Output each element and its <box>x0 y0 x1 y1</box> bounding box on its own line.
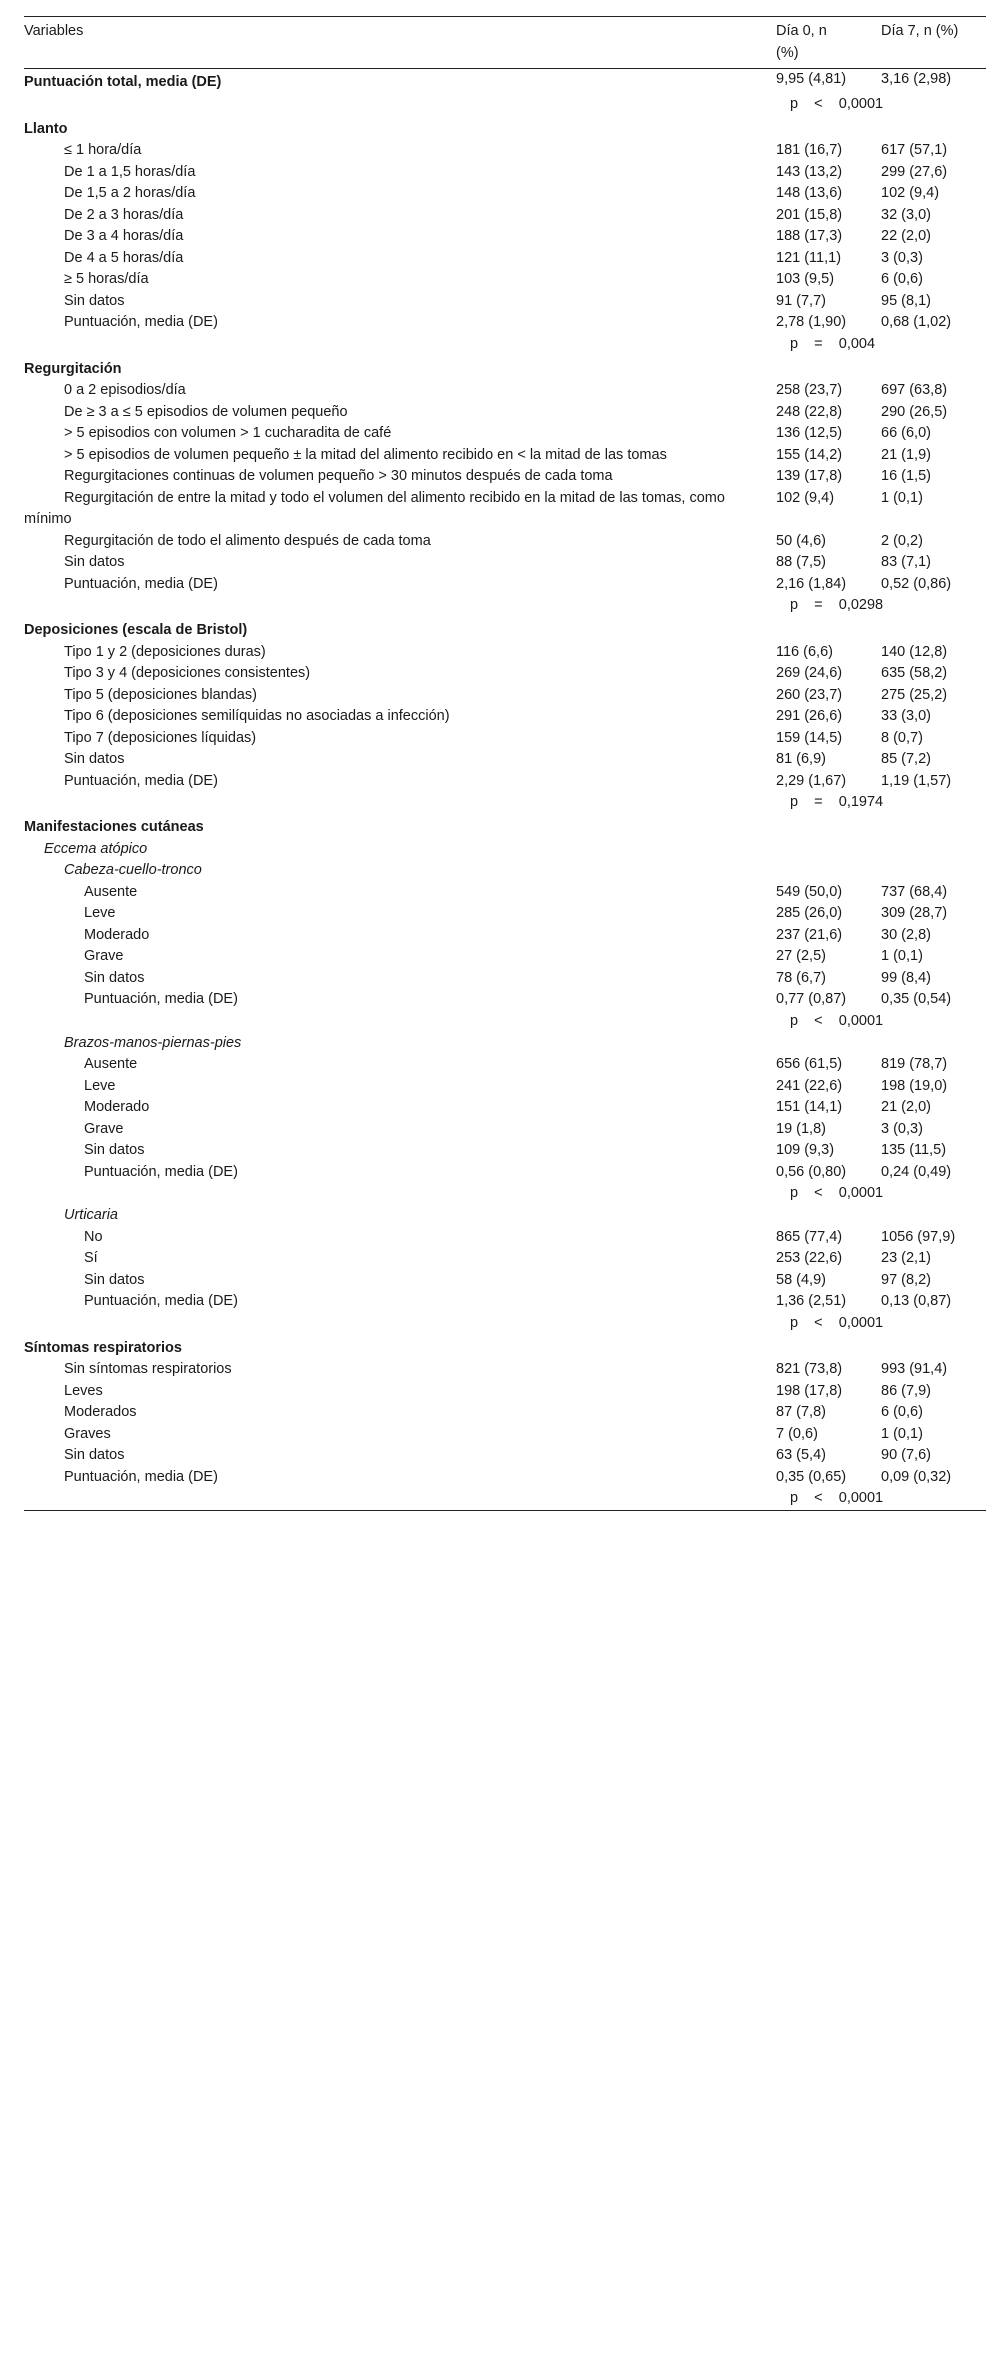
day7-value: 0,09 (0,32) <box>881 1468 952 1485</box>
table-row <box>24 663 986 685</box>
day7-value <box>881 860 986 882</box>
day0-value: 58 (4,9) <box>776 1271 826 1288</box>
table-row <box>24 1076 986 1098</box>
header-variables: Variables <box>24 17 776 69</box>
subsection-label: Eccema atópico <box>44 840 148 857</box>
row-label: Moderados <box>64 1404 137 1420</box>
p-value: p = 0,0298 <box>790 597 884 613</box>
day7-value: 819 (78,7) <box>881 1056 948 1072</box>
day7-value: 30 (2,8) <box>881 926 931 943</box>
day0-value: 63 (5,4) <box>776 1447 826 1463</box>
day7-value: 135 (11,5) <box>881 1142 947 1158</box>
day0-value: 7 (0,6) <box>776 1425 818 1442</box>
row-label: Puntuación, media (DE) <box>84 1293 238 1309</box>
row-label: De 4 a 5 horas/día <box>64 249 184 266</box>
p-value-spacer <box>24 1313 776 1335</box>
table-row <box>24 205 986 227</box>
day7-value: 21 (2,0) <box>881 1099 931 1115</box>
day0-value: 0,56 (0,80) <box>776 1163 847 1180</box>
day7-value: 198 (19,0) <box>881 1077 948 1094</box>
day7-value: 32 (3,0) <box>881 206 931 223</box>
p-value-spacer <box>24 792 776 814</box>
day0-value: 139 (17,8) <box>776 468 843 484</box>
day0-value: 143 (13,2) <box>776 163 843 180</box>
table-row <box>24 1381 986 1403</box>
row-label: Regurgitación de todo el alimento después de cada toma <box>64 532 431 549</box>
row-label: Grave <box>84 948 124 964</box>
day0-value <box>776 617 881 642</box>
day0-value: 103 (9,5) <box>776 271 835 287</box>
day7-value <box>881 839 986 861</box>
table-row <box>24 685 986 707</box>
day7-value: 3 (0,3) <box>881 249 923 266</box>
row-label: Puntuación, media (DE) <box>64 314 218 330</box>
section-row <box>24 356 986 381</box>
row-label: Moderado <box>84 926 150 943</box>
row-label: Ausente <box>84 883 138 900</box>
table-row <box>24 423 986 445</box>
day0-value: 285 (26,0) <box>776 905 843 921</box>
day7-value: 86 (7,9) <box>881 1382 931 1399</box>
section-label: Deposiciones (escala de Bristol) <box>24 622 248 638</box>
day0-value: 181 (16,7) <box>776 142 843 158</box>
row-label: Graves <box>64 1425 111 1442</box>
row-label: Tipo 5 (deposiciones blandas) <box>64 686 257 703</box>
day7-value: 0,13 (0,87) <box>881 1293 952 1309</box>
day7-value: 1,19 (1,57) <box>881 772 952 789</box>
day7-value <box>881 1033 986 1055</box>
table-row <box>24 269 986 291</box>
table-row <box>24 466 986 488</box>
p-value: p = 0,004 <box>790 335 876 352</box>
row-label: > 5 episodios de volumen pequeño ± la mitad del alimento recibido en < la mitad de las tomas <box>64 446 667 463</box>
day7-value: 102 (9,4) <box>881 185 940 201</box>
row-label: Puntuación, media (DE) <box>64 575 218 592</box>
section-row <box>24 617 986 642</box>
table-row <box>24 728 986 750</box>
day7-value <box>881 617 986 642</box>
table-row <box>24 1359 986 1381</box>
row-label: Leve <box>84 905 116 921</box>
day0-value <box>776 814 881 839</box>
day0-value: 121 (11,1) <box>776 249 842 266</box>
day7-value: 290 (26,5) <box>881 403 948 420</box>
day7-value: 140 (12,8) <box>881 643 948 660</box>
table-row <box>24 1248 986 1270</box>
day7-value: 16 (1,5) <box>881 468 931 484</box>
row-label: Tipo 6 (deposiciones semilíquidas no asociadas a infección) <box>64 708 450 724</box>
p-value-row <box>24 334 986 356</box>
table-row <box>24 642 986 664</box>
table-row <box>24 291 986 313</box>
subsection-row <box>24 860 986 882</box>
day7-value: 90 (7,6) <box>881 1447 931 1463</box>
day7-value: 1 (0,1) <box>881 948 923 964</box>
table-row <box>24 1054 986 1076</box>
row-label: ≤ 1 hora/día <box>64 142 142 158</box>
day7-value: 95 (8,1) <box>881 292 931 309</box>
day7-value: 85 (7,2) <box>881 751 931 767</box>
row-label: Leve <box>84 1077 116 1094</box>
day7-value: 275 (25,2) <box>881 686 948 703</box>
row-label: Moderado <box>84 1099 150 1115</box>
table-row <box>24 183 986 205</box>
day0-value: 291 (26,6) <box>776 708 843 724</box>
day7-value: 737 (68,4) <box>881 883 948 900</box>
row-label: Sin datos <box>84 969 145 986</box>
day7-value: 66 (6,0) <box>881 425 931 441</box>
row-label: De 1,5 a 2 horas/día <box>64 185 196 201</box>
day0-value: 116 (6,6) <box>776 643 833 660</box>
day0-value: 109 (9,3) <box>776 1142 835 1158</box>
table-row <box>24 140 986 162</box>
table-row <box>24 706 986 728</box>
day7-value: 22 (2,0) <box>881 228 931 244</box>
day0-value: 50 (4,6) <box>776 532 826 549</box>
table-header-row <box>24 17 986 69</box>
table-row <box>24 903 986 925</box>
row-label: Sin datos <box>84 1271 145 1288</box>
row-label: Sin datos <box>64 292 125 309</box>
table-row <box>24 925 986 947</box>
section-label: Puntuación total, media (DE) <box>24 74 222 90</box>
table-row <box>24 488 986 531</box>
table-row <box>24 1227 986 1249</box>
table-row <box>24 1162 986 1184</box>
p-value: p = 0,1974 <box>790 794 884 810</box>
day7-value <box>881 356 986 381</box>
day0-value: 2,16 (1,84) <box>776 575 847 592</box>
table-row <box>24 771 986 793</box>
p-value-row <box>24 792 986 814</box>
row-label: Puntuación, media (DE) <box>64 772 218 789</box>
day7-value: 697 (63,8) <box>881 382 948 398</box>
day0-value <box>776 839 881 861</box>
row-label: > 5 episodios con volumen > 1 cucharadita de café <box>64 425 392 441</box>
table-row <box>24 162 986 184</box>
table-body <box>24 69 986 1511</box>
day7-value: 1 (0,1) <box>881 489 923 506</box>
day0-value: 81 (6,9) <box>776 751 826 767</box>
subsection-label: Cabeza-cuello-tronco <box>64 862 202 878</box>
day0-value <box>776 1033 881 1055</box>
section-label: Manifestaciones cutáneas <box>24 819 204 835</box>
row-label: Sí <box>84 1250 98 1266</box>
day0-value <box>776 860 881 882</box>
day7-value: 0,35 (0,54) <box>881 991 952 1007</box>
p-value-row <box>24 1011 986 1033</box>
row-label: Regurgitaciones continuas de volumen pequeño > 30 minutos después de cada toma <box>64 468 613 484</box>
data-table <box>24 16 986 1511</box>
day7-value <box>881 814 986 839</box>
day7-value: 1056 (97,9) <box>881 1228 956 1245</box>
day0-value: 260 (23,7) <box>776 686 843 703</box>
day7-value: 2 (0,2) <box>881 532 923 549</box>
p-value-spacer <box>24 1011 776 1033</box>
p-value-row <box>24 1313 986 1335</box>
table-row <box>24 1467 986 1489</box>
p-value-spacer <box>24 94 776 116</box>
table-row <box>24 226 986 248</box>
day7-value: 23 (2,1) <box>881 1250 931 1266</box>
subsection-label: Urticaria <box>64 1207 118 1223</box>
data-table-container <box>24 0 986 1511</box>
day7-value <box>881 1205 986 1227</box>
day0-value: 151 (14,1) <box>776 1099 843 1115</box>
table-row <box>24 1424 986 1446</box>
row-label: De ≥ 3 a ≤ 5 episodios de volumen pequeño <box>64 403 348 420</box>
day0-value: 159 (14,5) <box>776 729 843 746</box>
day0-value: 258 (23,7) <box>776 382 843 398</box>
day7-value: 3,16 (2,98) <box>881 71 952 87</box>
day0-value: 136 (12,5) <box>776 425 843 441</box>
day0-value <box>776 1205 881 1227</box>
table-row <box>24 1140 986 1162</box>
table-row <box>24 1402 986 1424</box>
table-row <box>24 968 986 990</box>
p-value-spacer <box>24 1183 776 1205</box>
day0-value: 269 (24,6) <box>776 665 843 681</box>
day7-value: 21 (1,9) <box>881 446 931 463</box>
table-row <box>24 1270 986 1292</box>
day0-value: 155 (14,2) <box>776 446 843 463</box>
header-day0: Día 0, n (%) <box>776 17 881 69</box>
row-label: De 3 a 4 horas/día <box>64 228 184 244</box>
table-row <box>24 1119 986 1141</box>
day0-value: 148 (13,6) <box>776 185 843 201</box>
day0-value: 9,95 (4,81) <box>776 71 847 87</box>
table-row <box>24 402 986 424</box>
day7-value: 6 (0,6) <box>881 1404 923 1420</box>
day0-value: 549 (50,0) <box>776 883 843 900</box>
day0-value: 198 (17,8) <box>776 1382 843 1399</box>
day7-value: 3 (0,3) <box>881 1120 923 1137</box>
day7-value <box>881 116 986 141</box>
day0-value: 91 (7,7) <box>776 292 826 309</box>
p-value: p < 0,0001 <box>790 1012 884 1029</box>
table-row <box>24 552 986 574</box>
day7-value: 309 (28,7) <box>881 905 948 921</box>
table-row <box>24 312 986 334</box>
row-label: 0 a 2 episodios/día <box>64 382 186 398</box>
table-row <box>24 380 986 402</box>
day0-value: 248 (22,8) <box>776 403 843 420</box>
p-value-spacer <box>24 334 776 356</box>
day0-value: 78 (6,7) <box>776 969 826 986</box>
subsection-row <box>24 1033 986 1055</box>
section-label: Llanto <box>24 120 68 137</box>
day7-value: 1 (0,1) <box>881 1425 923 1442</box>
day0-value: 1,36 (2,51) <box>776 1293 847 1309</box>
subsection-label: Brazos-manos-piernas-pies <box>64 1034 242 1051</box>
day0-value: 19 (1,8) <box>776 1120 826 1137</box>
day0-value: 0,77 (0,87) <box>776 991 847 1007</box>
table-row <box>24 946 986 968</box>
day0-value: 27 (2,5) <box>776 948 826 964</box>
row-label: Regurgitación de entre la mitad y todo el volumen del alimento recibido en la mitad de las tomas, como mínimo <box>24 489 725 527</box>
day7-value: 993 (91,4) <box>881 1361 948 1377</box>
subsection-row <box>24 839 986 861</box>
day0-value: 2,29 (1,67) <box>776 772 847 789</box>
day7-value: 617 (57,1) <box>881 142 948 158</box>
day7-value: 6 (0,6) <box>881 271 923 287</box>
day7-value <box>881 1335 986 1360</box>
day7-value: 0,52 (0,86) <box>881 575 952 592</box>
day0-value: 102 (9,4) <box>776 489 835 506</box>
section-label: Síntomas respiratorios <box>24 1339 182 1356</box>
table-row <box>24 1445 986 1467</box>
row-label: Sin datos <box>84 1142 145 1158</box>
day0-value: 656 (61,5) <box>776 1056 843 1072</box>
day0-value: 88 (7,5) <box>776 554 826 570</box>
row-label: Puntuación, media (DE) <box>84 1163 238 1180</box>
p-value-row <box>24 1488 986 1511</box>
day7-value: 635 (58,2) <box>881 665 948 681</box>
table-row <box>24 749 986 771</box>
p-value: p < 0,0001 <box>776 1488 986 1511</box>
row-label: Puntuación, media (DE) <box>64 1468 218 1485</box>
table-row <box>24 1291 986 1313</box>
row-label: De 2 a 3 horas/día <box>64 206 184 223</box>
day0-value: 821 (73,8) <box>776 1361 843 1377</box>
table-row <box>24 989 986 1011</box>
day7-value: 0,24 (0,49) <box>881 1163 952 1180</box>
day0-value <box>776 1335 881 1360</box>
day7-value: 97 (8,2) <box>881 1271 931 1288</box>
day0-value: 87 (7,8) <box>776 1404 826 1420</box>
day0-value: 865 (77,4) <box>776 1228 843 1245</box>
p-value-spacer <box>24 595 776 617</box>
row-label: De 1 a 1,5 horas/día <box>64 163 196 180</box>
row-label: No <box>84 1228 103 1245</box>
row-label: Tipo 7 (deposiciones líquidas) <box>64 729 257 746</box>
row-label: Grave <box>84 1120 124 1137</box>
row-label: Sin síntomas respiratorios <box>64 1361 232 1377</box>
day7-value: 33 (3,0) <box>881 708 931 724</box>
day0-value: 201 (15,8) <box>776 206 843 223</box>
day0-value: 0,35 (0,65) <box>776 1468 847 1485</box>
day7-value: 299 (27,6) <box>881 163 948 180</box>
p-value-row <box>24 1183 986 1205</box>
day7-value: 8 (0,7) <box>881 729 923 746</box>
day0-value: 2,78 (1,90) <box>776 314 847 330</box>
day0-value <box>776 116 881 141</box>
row-label: Sin datos <box>64 554 125 570</box>
day0-value: 253 (22,6) <box>776 1250 843 1266</box>
day7-value: 83 (7,1) <box>881 554 931 570</box>
p-value-row <box>24 94 986 116</box>
row-label: Tipo 1 y 2 (deposiciones duras) <box>64 643 266 660</box>
row-label: ≥ 5 horas/día <box>64 271 149 287</box>
table-row <box>24 445 986 467</box>
row-label: Leves <box>64 1382 103 1399</box>
p-value: p < 0,0001 <box>790 1314 884 1331</box>
table-row <box>24 574 986 596</box>
subsection-row <box>24 1205 986 1227</box>
section-row <box>24 814 986 839</box>
header-day7: Día 7, n (%) <box>881 17 986 69</box>
row-label: Sin datos <box>64 751 125 767</box>
day0-value <box>776 356 881 381</box>
row-label: Puntuación, media (DE) <box>84 991 238 1007</box>
row-label: Ausente <box>84 1056 138 1072</box>
day0-value: 188 (17,3) <box>776 228 843 244</box>
p-value-row <box>24 595 986 617</box>
section-row <box>24 116 986 141</box>
p-value-spacer <box>24 1488 776 1511</box>
table-row <box>24 248 986 270</box>
section-row <box>24 69 986 94</box>
table-row <box>24 531 986 553</box>
row-label: Sin datos <box>64 1447 125 1463</box>
section-label: Regurgitación <box>24 360 122 377</box>
day7-value: 99 (8,4) <box>881 969 931 986</box>
day0-value: 237 (21,6) <box>776 926 843 943</box>
p-value: p < 0,0001 <box>790 95 884 112</box>
section-row <box>24 1335 986 1360</box>
table-row <box>24 1097 986 1119</box>
table-row <box>24 882 986 904</box>
row-label: Tipo 3 y 4 (deposiciones consistentes) <box>64 665 311 681</box>
p-value: p < 0,0001 <box>790 1185 884 1201</box>
day7-value: 0,68 (1,02) <box>881 314 952 330</box>
day0-value: 241 (22,6) <box>776 1077 843 1094</box>
